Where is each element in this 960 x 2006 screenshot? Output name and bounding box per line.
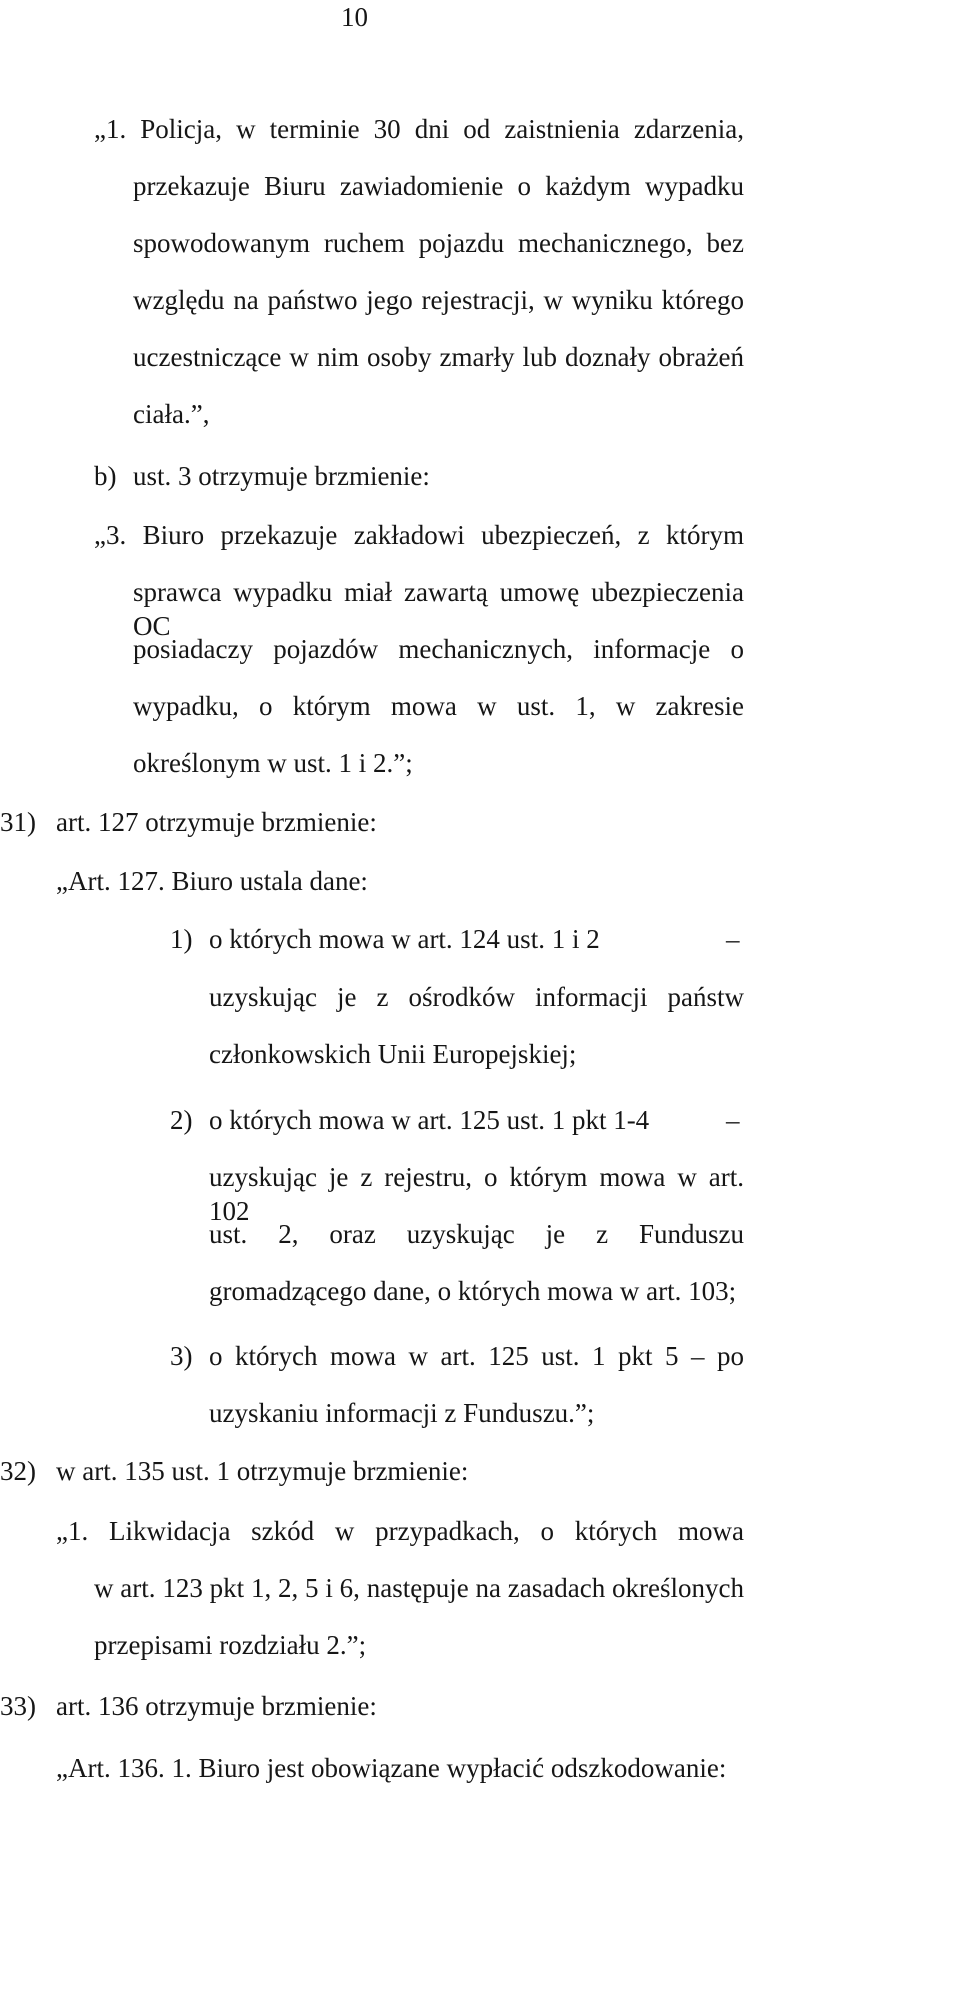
paragraph-135-body <box>94 1571 744 1605</box>
list-2-last <box>209 1274 744 1308</box>
page-number: 10 <box>341 2 368 32</box>
paragraph-135-line: „1. Likwidacja szkód w przypadkach, o których mowa <box>56 1516 744 1546</box>
list-2-head: o których mowa w art. 125 ust. 1 pkt 1-4 <box>209 1105 650 1135</box>
paragraph-3-line: posiadaczy pojazdów mechanicznych, informacje o <box>133 634 744 664</box>
paragraph-135-1 <box>56 1514 744 1548</box>
paragraph-135-last <box>94 1628 744 1662</box>
item-marker-32: 32) <box>0 1456 36 1486</box>
paragraph-1-last <box>133 397 744 431</box>
item-33-text: art. 136 otrzymuje brzmienie: <box>56 1691 377 1721</box>
article-136-heading: „Art. 136. 1. Biuro jest obowiązane wypłacić odszkodowanie: <box>56 1753 727 1783</box>
paragraph-3-last <box>133 746 744 780</box>
paragraph-1-line: względu na państwo jego rejestracji, w wyniku którego <box>133 285 744 315</box>
paragraph-3 <box>94 518 744 552</box>
paragraph-3-line: wypadku, o którym mowa w ust. 1, w zakresie <box>133 691 744 721</box>
list-marker-2: 2) <box>170 1105 193 1135</box>
list-marker-3: 3) <box>170 1341 193 1371</box>
paragraph-3-body <box>133 575 744 746</box>
list-1-last <box>209 1037 744 1071</box>
paragraph-1-line: uczestniczące w nim osoby zmarły lub doznały obrażeń <box>133 342 744 372</box>
paragraph-3-line: sprawca wypadku miał zawartą umowę ubezpieczenia OC <box>133 577 744 641</box>
list-2-line: gromadzącego dane, o których mowa w art. 103; <box>209 1276 737 1306</box>
item-marker-31: 31) <box>0 807 36 837</box>
paragraph-135-line: przepisami rozdziału 2.”; <box>94 1630 367 1660</box>
list-marker-b: b) <box>94 461 117 491</box>
amendment-b: ust. 3 otrzymuje brzmienie: <box>133 461 430 491</box>
list-2-line: ust. 2, oraz uzyskując je z Funduszu <box>209 1219 744 1249</box>
paragraph-1-body <box>133 169 744 397</box>
list-3-line: uzyskaniu informacji z Funduszu.”; <box>209 1398 595 1428</box>
list-1-line: członkowskich Unii Europejskiej; <box>209 1039 577 1069</box>
paragraph-3-line: „3. Biuro przekazuje zakładowi ubezpieczeń, z którym <box>94 520 744 550</box>
list-1-head: o których mowa w art. 124 ust. 1 i 2 <box>209 924 600 954</box>
dash-1: – <box>726 924 740 954</box>
item-31-text: art. 127 otrzymuje brzmienie: <box>56 807 377 837</box>
paragraph-1-line: ciała.”, <box>133 399 210 429</box>
paragraph-1-line: spowodowanym ruchem pojazdu mechanicznego, bez <box>133 228 744 258</box>
list-marker-1: 1) <box>170 924 193 954</box>
item-marker-33: 33) <box>0 1691 36 1721</box>
item-32-text: w art. 135 ust. 1 otrzymuje brzmienie: <box>56 1456 469 1486</box>
list-3-first <box>209 1339 744 1373</box>
paragraph-1-line: „1. Policja, w terminie 30 dni od zaistnienia zdarzenia, <box>94 114 744 144</box>
list-2-body <box>209 1160 744 1274</box>
list-1-body <box>209 980 744 1037</box>
list-3-line: o których mowa w art. 125 ust. 1 pkt 5 – po <box>209 1341 744 1371</box>
paragraph-1-line: przekazuje Biuru zawiadomienie o każdym wypadku <box>133 171 744 201</box>
list-2-line: uzyskując je z rejestru, o którym mowa w art. 102 <box>209 1162 744 1226</box>
list-1-line: uzyskując je z ośrodków informacji państw <box>209 982 744 1012</box>
paragraph-3-line: określonym w ust. 1 i 2.”; <box>133 748 413 778</box>
list-3-last <box>209 1396 744 1430</box>
paragraph-135-line: w art. 123 pkt 1, 2, 5 i 6, następuje na zasadach określonych <box>94 1573 744 1603</box>
article-127-heading: „Art. 127. Biuro ustala dane: <box>56 866 368 896</box>
paragraph-1 <box>94 112 744 169</box>
dash-2: – <box>726 1105 740 1135</box>
